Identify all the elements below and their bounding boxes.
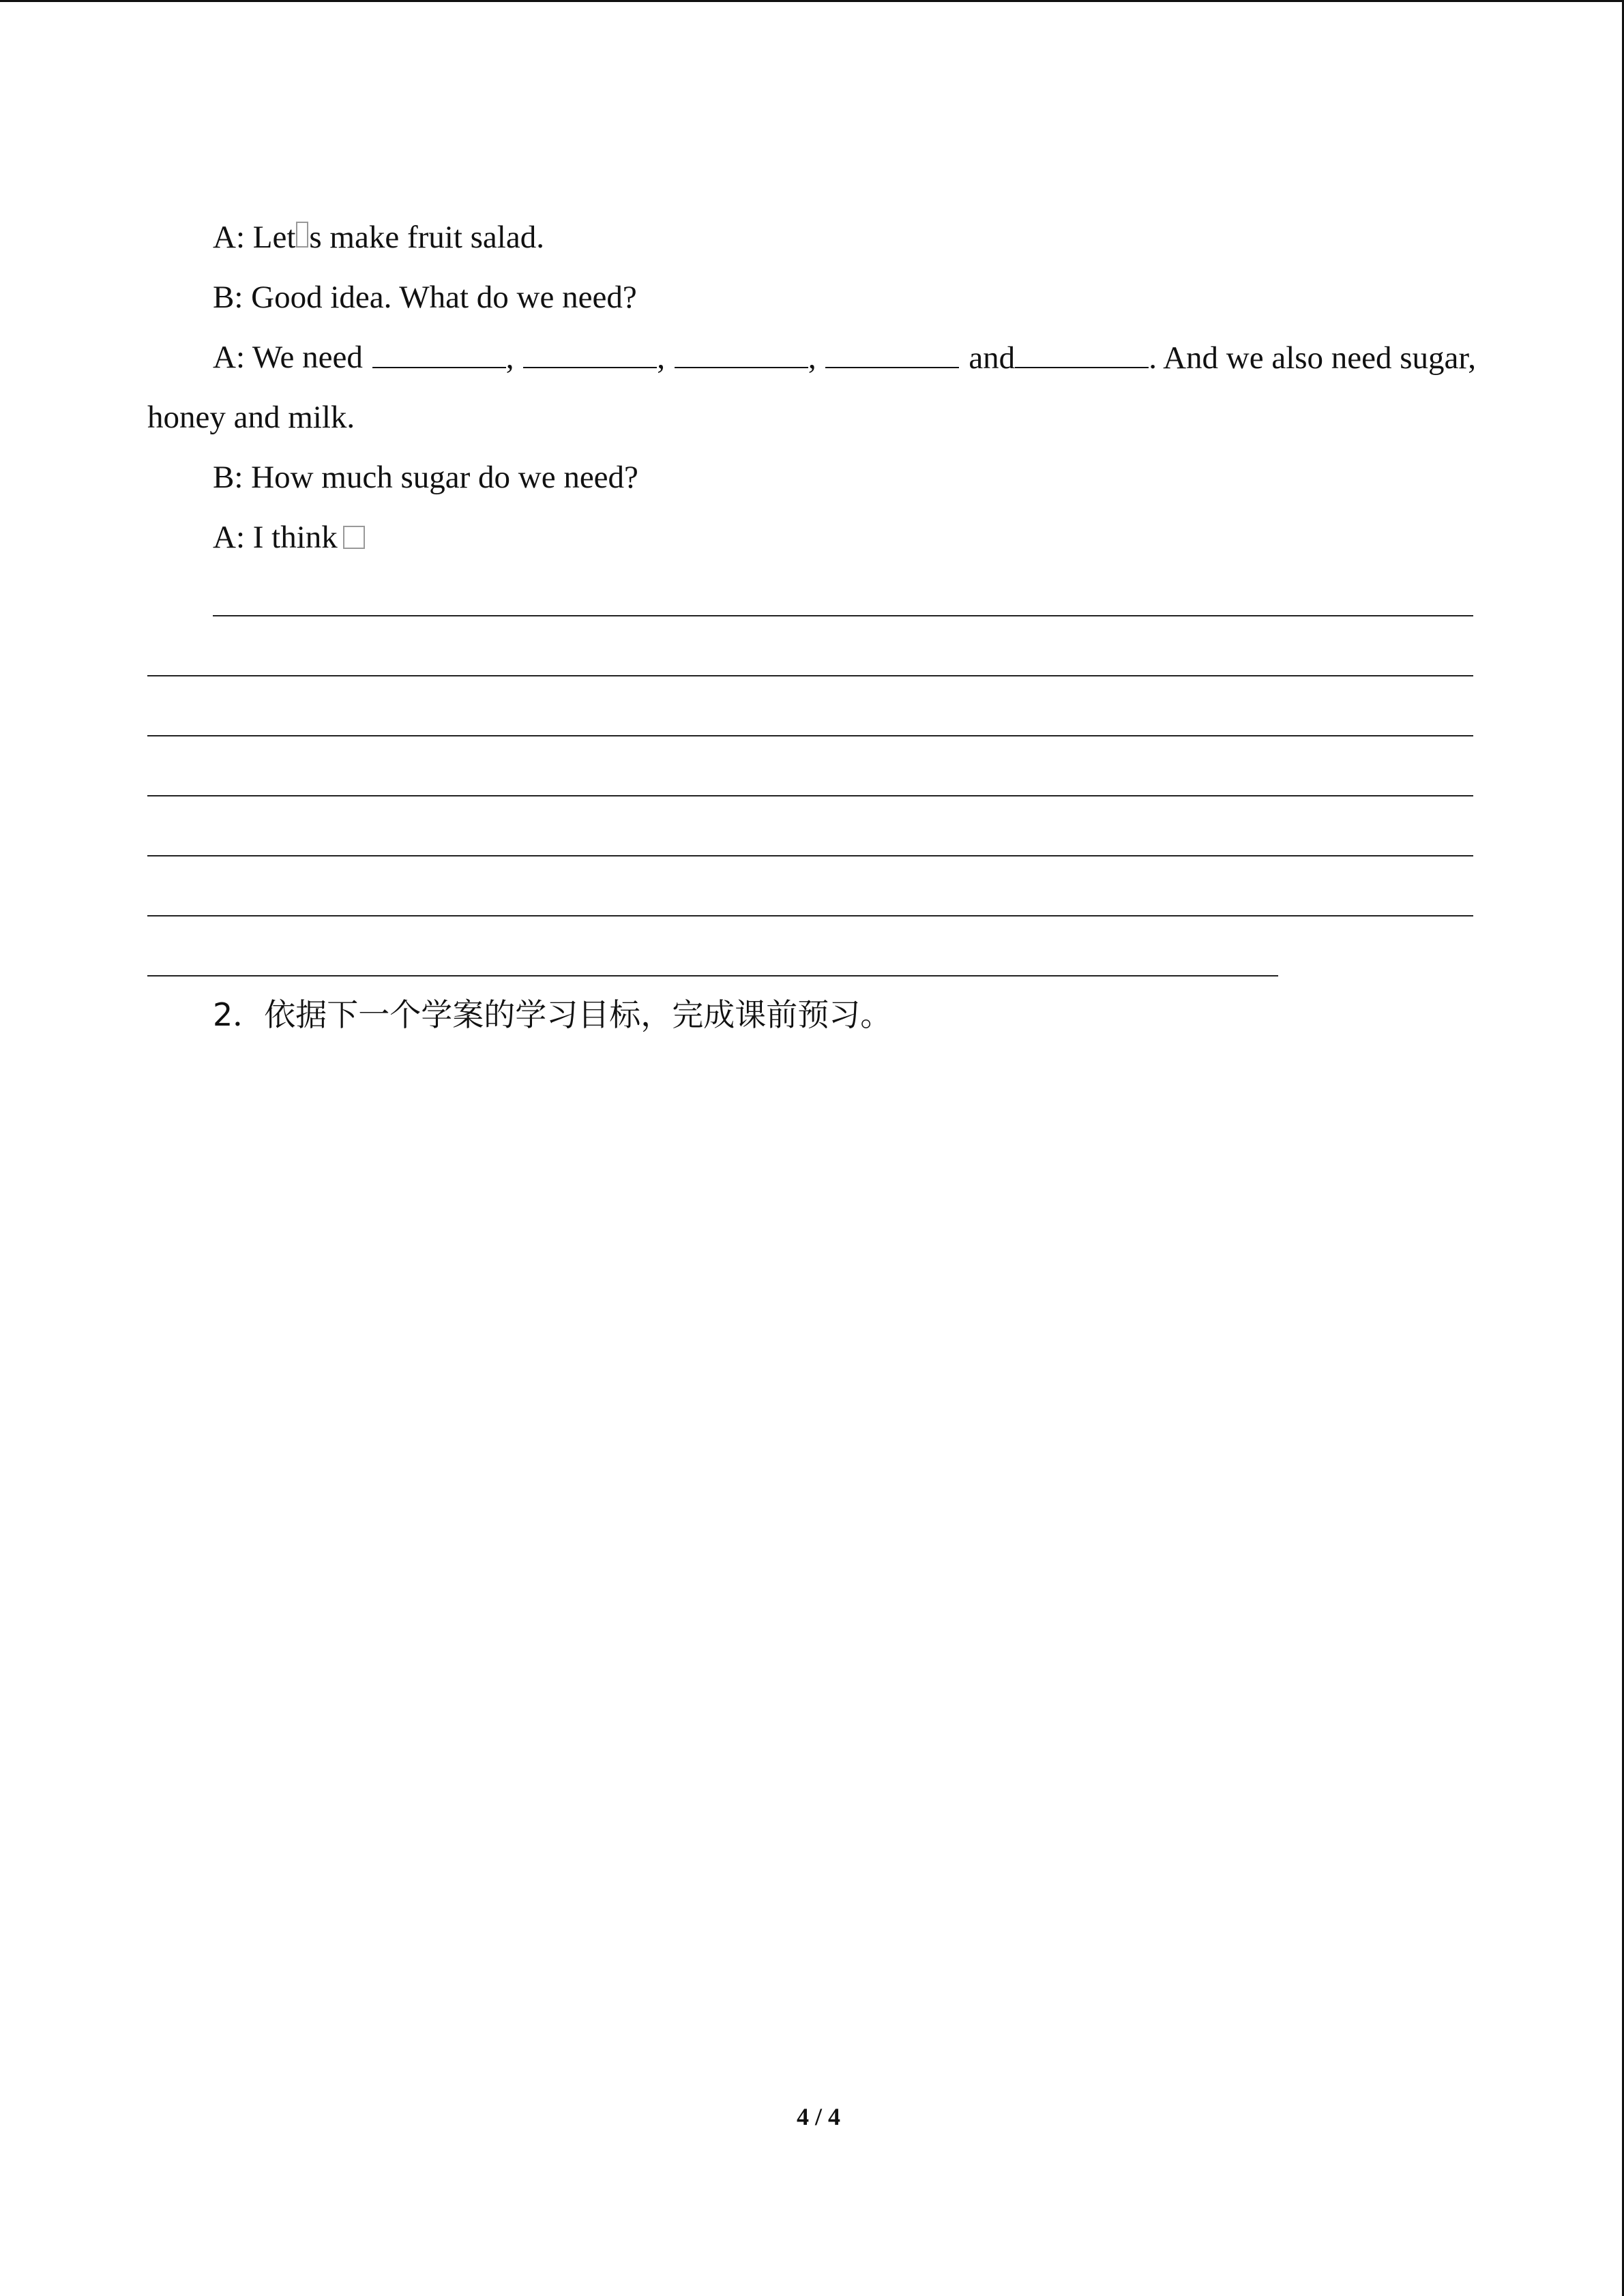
dialogue-line-1 (213, 217, 544, 258)
answer-blank-5[interactable] (1015, 337, 1149, 368)
missing-glyph-icon (296, 222, 308, 248)
writing-line-5[interactable] (147, 855, 1473, 856)
page-border-top (0, 0, 1624, 2)
dialogue-line-3-start: A: We need (213, 340, 363, 375)
dialogue-line-1-after: s make fruit salad. (309, 220, 544, 255)
answer-blank-2[interactable] (523, 337, 657, 368)
page-number: 4 / 4 (796, 2103, 840, 2130)
dialogue-line-1-before: Let (252, 220, 296, 255)
separator: , (505, 340, 514, 376)
dialogue-line-4: honey and milk. (147, 400, 355, 435)
answer-blank-1[interactable] (372, 337, 506, 368)
dialogue-line-5: B: How much sugar do we need? (213, 460, 638, 495)
writing-line-4[interactable] (147, 795, 1473, 796)
dialogue-line-2: B: Good idea. What do we need? (213, 280, 637, 315)
and-word: and (969, 340, 1016, 376)
dialogue-line-6-text: A: I think (213, 520, 338, 555)
answer-blank-4[interactable] (825, 337, 959, 368)
answer-blank-3[interactable] (675, 337, 808, 368)
writing-line-6[interactable] (147, 915, 1473, 916)
separator: , (808, 340, 816, 376)
writing-line-1[interactable] (213, 615, 1473, 616)
dialogue-line-3-end: . And we also need sugar, (1149, 340, 1476, 376)
task-2-instruction: 2．依据下一个学案的学习目标，完成课前预习。 (213, 996, 892, 1033)
writing-line-7[interactable] (147, 975, 1278, 976)
missing-glyph-icon (343, 526, 365, 549)
dialogue-line-6 (213, 517, 365, 558)
separator: , (657, 340, 666, 376)
writing-line-2[interactable] (147, 675, 1473, 676)
dialogue-line-1-speaker: A: (213, 220, 245, 255)
writing-line-3[interactable] (147, 735, 1473, 736)
dialogue-line-3 (213, 337, 1476, 378)
